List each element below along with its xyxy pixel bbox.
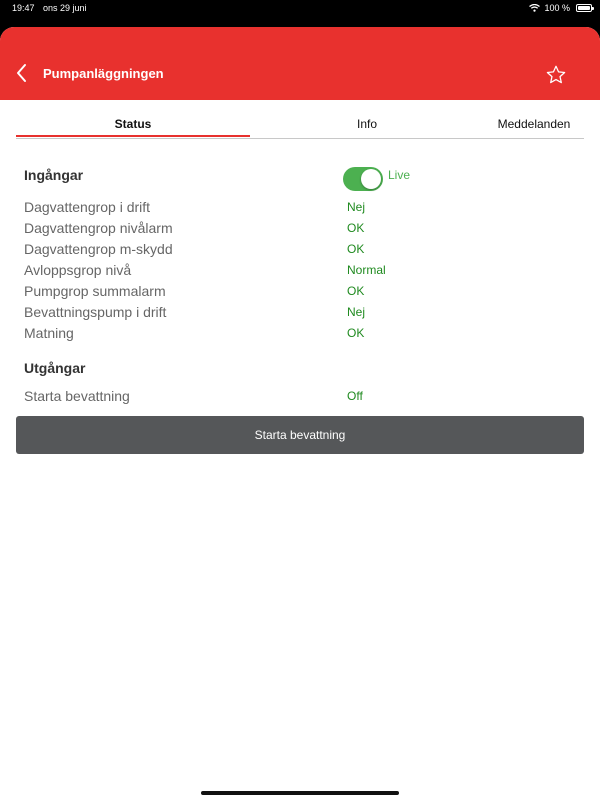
nav-bar <box>0 27 600 100</box>
live-label: Live <box>388 168 411 182</box>
status-date: ons 29 juni <box>43 3 87 13</box>
input-row-label: Matning <box>24 325 74 341</box>
inputs-section-title: Ingångar <box>24 167 84 183</box>
status-time: 19:47 <box>12 3 35 13</box>
tab-status[interactable]: Status <box>114 117 152 131</box>
tab-info[interactable]: Info <box>356 117 377 131</box>
start-irrigation-button[interactable]: Starta bevattning <box>16 416 584 454</box>
input-row-value: OK <box>347 221 365 235</box>
star-outline-icon[interactable] <box>545 64 567 86</box>
input-row-label: Dagvattengrop m-skydd <box>24 241 173 257</box>
app-screen <box>0 27 600 800</box>
page-title: Pumpanläggningen <box>43 66 164 81</box>
input-row-label: Bevattningspump i drift <box>24 304 167 320</box>
live-toggle[interactable] <box>343 167 383 191</box>
outputs-section-title: Utgångar <box>24 360 86 376</box>
wifi-icon <box>529 4 540 12</box>
input-row-value: Normal <box>347 263 386 277</box>
home-indicator[interactable] <box>201 791 399 795</box>
chevron-left-icon[interactable] <box>14 63 30 83</box>
battery-icon <box>576 4 592 12</box>
input-row-value: OK <box>347 326 365 340</box>
output-row-label: Starta bevattning <box>24 388 130 404</box>
battery-percent: 100 % <box>544 3 570 13</box>
input-row-value: OK <box>347 242 365 256</box>
status-bar <box>0 0 600 18</box>
input-row-label: Avloppsgrop nivå <box>24 262 132 278</box>
tab-meddelanden[interactable]: Meddelanden <box>497 117 571 131</box>
tab-bar <box>16 110 584 139</box>
toggle-knob <box>361 169 381 189</box>
input-row-label: Pumpgrop summalarm <box>24 283 166 299</box>
status-right <box>529 3 570 13</box>
output-row-value: Off <box>347 389 363 403</box>
input-row-label: Dagvattengrop nivålarm <box>24 220 173 236</box>
input-row-value: Nej <box>347 305 366 319</box>
input-row-label: Dagvattengrop i drift <box>24 199 151 215</box>
active-tab-indicator <box>16 135 250 137</box>
input-row-value: OK <box>347 284 365 298</box>
input-row-value: Nej <box>347 200 366 214</box>
